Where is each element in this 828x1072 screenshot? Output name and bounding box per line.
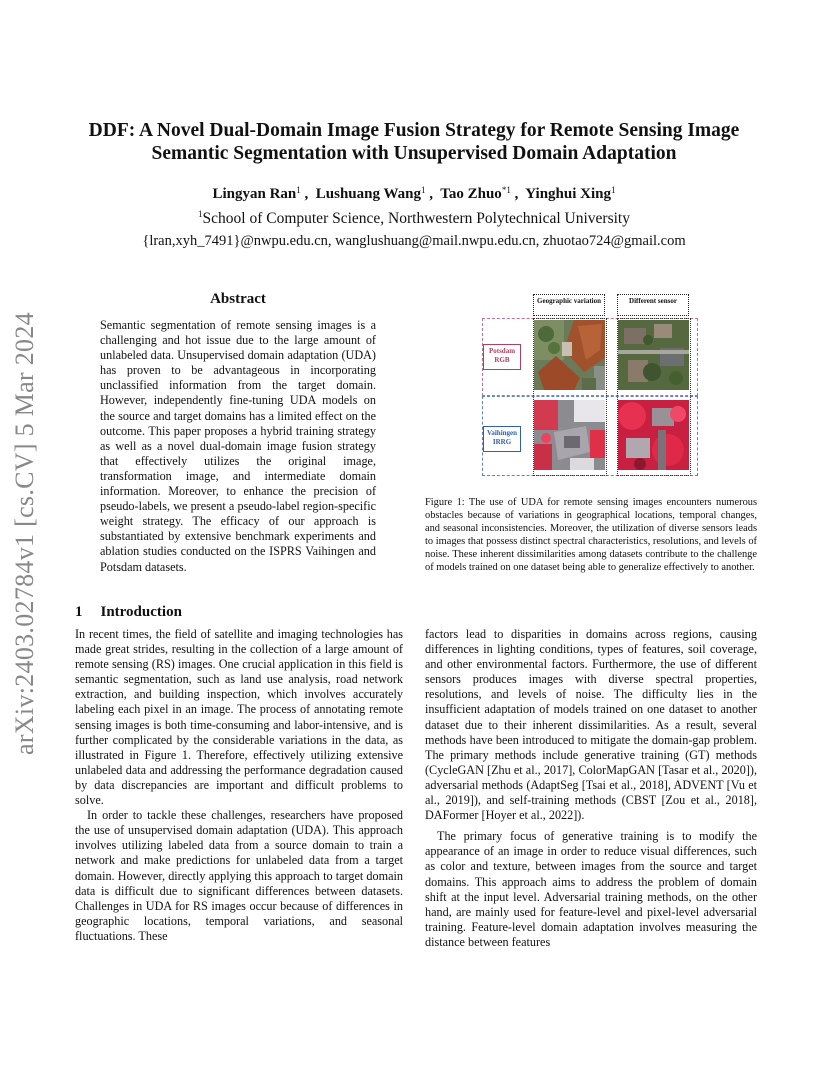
intro-paragraph-1: In recent times, the field of satellite and imaging technologies has made great strides, resulting in the collection of a large amount of remote sensing (RS) images. One crucial application in this field is semantic segmentation, such as land use analysis, road network extraction, and building inspection, which involves accurately labeling each pixel in an image. The process of annotating remote sensing images is both time-consuming and labor-intensive, and is further complicated by the considerable variations in the data, as illustrated in Figure 1. Therefore, effectively utilizing extensive unlabeled data and addressing the performance degradation caused by data discrepancies are important and difficult problems to solve. (75, 627, 403, 808)
left-column-text (75, 627, 403, 944)
author-emails: {lran,xyh_7491}@nwpu.edu.cn, wanglushuang@mail.nwpu.edu.cn, zhuotao724@gmail.com (142, 233, 686, 249)
potsdam-geographic-image (534, 320, 605, 390)
intro-paragraph-4: The primary focus of generative training is to modify the appearance of an image in order to reduce visual differences, such as color and texture, between images from the source and target domains. This approach aims to address the problem of domain shift at the input level. Adversarial training methods, on the other hand, are mainly used for feature-level and pixel-level adversarial training. Feature-level domain adaptation involves measuring the distance between features (425, 829, 757, 949)
section-heading-introduction (75, 604, 200, 621)
potsdam-sensor-image (618, 320, 689, 390)
figure-1 (478, 294, 700, 476)
affiliation-mark: 1 (198, 209, 203, 219)
section-number: 1 (75, 604, 83, 620)
author-name: Yinghui Xing (525, 186, 611, 202)
column-header-geographic: Geographic variation (533, 294, 605, 316)
figure-1-caption: Figure 1: The use of UDA for remote sensing images encounters numerous obstacles because of variations in geographical locations, temporal changes, and seasonal inconsistencies. Moreover, the utilization of diverse sensors leads to images that possess distinct spectral characteristics, resolutions, and levels of noise. These inherent dissimilarities among datasets contribute to the challenge of models trained on one dataset being able to generalize effectively to another. (425, 497, 757, 574)
abstract-text: Semantic segmentation of remote sensing images is a challenging and hot issue due to the large amount of unlabeled data. Unsupervised domain adaptation (UDA) has proven to be advantageous in incorporating unclassified information from the target domain. However, independently fine-tuning UDA models on the source and target domains has a limited effect on the outcome. This paper proposes a hybrid training strategy as well as a novel dual-domain image fusion strategy that effectively utilizes the original image, transformation image, and intermediate domain information. Moreover, to enhance the precision of pseudo-labels, we present a pseudo-label region-specific weight strategy. The efficacy of our approach is substantiated by extensive benchmark experiments and ablation studies conducted on the ISPRS Vaihingen and Potsdam datasets. (100, 318, 376, 574)
abstract-heading: Abstract (210, 291, 266, 307)
column-header-sensor: Different sensor (617, 294, 689, 316)
right-column-text (425, 627, 757, 950)
author-mark: 1 (296, 185, 301, 195)
section-title: Introduction (100, 604, 182, 620)
author-mark: 1 (611, 185, 616, 195)
author-mark: 1 (421, 185, 426, 195)
author-name: Lushuang Wang (315, 186, 421, 202)
arxiv-identifier: arXiv:2403.02784v1 [cs.CV] 5 Mar 2024 (10, 312, 39, 755)
author-name: Tao Zhuo (440, 186, 502, 202)
title-line-1: DDF: A Novel Dual-Domain Image Fusion Strategy for Remote Sensing Image (88, 120, 740, 141)
intro-paragraph-3: factors lead to disparities in domains across regions, causing differences in lighting conditions, types of features, soil coverage, and other environmental factors. Furthermore, the use of different sensors produces images with diverse spectral properties, resolutions, and levels of noise. The difficulty lies in the insufficient adaptation of models trained on one dataset to another dataset due to their inherent dissimilarities. As a result, several methods have been introduced to mitigate the domain-gap problem. The primary methods include generative training (GT) methods (CycleGAN [Zhu et al., 2017], ColorMapGAN [Tasar et al., 2020]), adversarial methods (AdaptSeg [Tsai et al., 2018], ADVENT [Vu et al., 2019]), and self-training methods (CBST [Zou et al., 2018], DAFormer [Hoyer et al., 2022]). (425, 627, 757, 823)
author-mark: *1 (501, 185, 511, 195)
row-label-vaihingen: Vaihingen IRRG (483, 426, 521, 452)
row-label-potsdam: Potsdam RGB (483, 344, 521, 370)
affiliation (60, 210, 768, 228)
author-name: Lingyan Ran (212, 186, 297, 202)
vaihingen-geographic-image (534, 400, 605, 470)
intro-paragraph-2: In order to tackle these challenges, researchers have proposed the use of unsupervised domain adaptation (UDA). This approach involves utilizing labeled data from a source domain to train a network and make predictions for unlabeled data from a target domain. However, directly applying this approach to target domain data is difficult due to significant differences between datasets. Challenges in UDA for RS images occur because of differences in geographic locations, temporal variations, and seasonal fluctuations. These (75, 808, 403, 943)
affiliation-text: School of Computer Science, Northwestern Polytechnical University (202, 210, 630, 227)
vaihingen-sensor-image (618, 400, 689, 470)
title-line-2: Semantic Segmentation with Unsupervised Domain Adaptation (151, 143, 677, 164)
paper-title (60, 119, 768, 165)
author-list: Lingyan Ran$^1$ , Lushuang Wang$^1$ , Tao Zhuo$^{*1}$ , Yinghui Xing$^1$ (212, 185, 616, 202)
